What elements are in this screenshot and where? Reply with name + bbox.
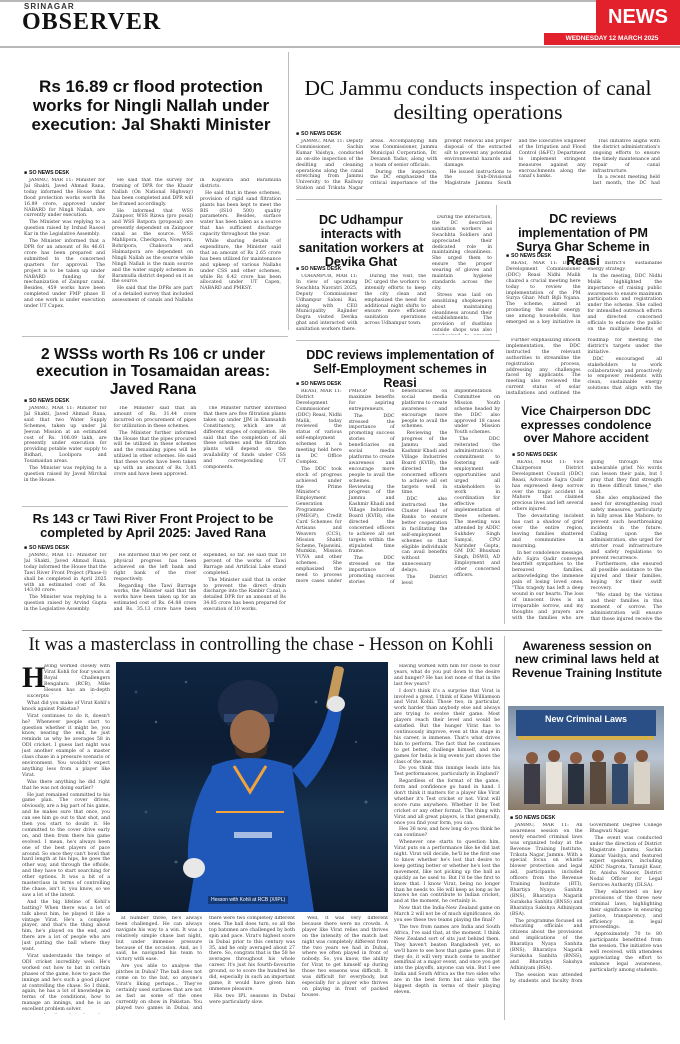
udhampur-body-a: UDHAMPUR, MAR 11: In view of upcoming Swachhta Navratri 2025, Deputy Commissioner Udhampur Saloni Rai, along with CEO Municipality Rajinder Dogra visited Devika ghat and interacted with sanitation workers there. During the visit, the DC urged the workers to intensify efforts to keep the city clean and emphasized the need for additional night shifts to ensure more efficient sanitation operations across Udhampur town. (296, 274, 426, 333)
tawi-body: JAMMU, MAR 11: Minister for Jal Shakti, Javed Ahmad Rana, today informed the House that the Tawi River Front Project (Phase-I) shall be completed in April 2025 with an estimated cost of Rs. 143.00 crore. The Minister was replying to a question raised by Arvind Gupta in the Legislative Assembly. He informed that 96 per cent of physical progress has been achieved on the left bank and right bank of the river respectively. Regarding the Tawi Barrage works, the Minister said that the works have been taken up for an estimated cost of Rs. 64.88 crore and Rs. 35.13 crore have been expended, so far. He said that 18 percent of the works of Tawi Barrage and Artificial Lake stand completed. The Minister said that in order to prevent the direct drain discharge into the Ranbir Canal, a detailed DPR for an amount of Rs 34.85 crore has been prepared for execution of 10 works. (24, 553, 286, 613)
kohli-col1: Excerpts: What did you make of Virat Kohli's knock against Pakistan? Virat continues to do it, doesn't he? Whenever people start to question whether it might be, you know, nearing the end, he just reminds us why he averages 58 in ODI cricket. I guess last night was just another example of a master class chase in a pressure scenario or environment. You wouldn't expect anything less from a player like Virat. Was there anything he did right that he was not doing earlier? He just remained committed to his game plan. The cover drives, obviously, are a big part of his game, and he makes sure that once, you can see him go out to that shot, and then you start to doubt it. He committed to the cover drive early on, and then from there his game evolved. I mean, he's always been one of the best players of pace around. So once they can't bowl that hard length at his hips, he goes the other way, and through the offside, and they have to start searching for other options. It was a bit of a masterclass in terms of controlling the chase, isn't it, you know, so we saw a lot of the intent. And the big lifeline of Kohli's batting? When there was a lot of talk about him, he played it like a vintage Virat. He's a complete player, and that's the thing about him, he's played on the end, and there are a lot of people who are just putting the ball where they want. Virat understands the tempo of ODI cricket incredibly well. He's worked out how to bat in certain phases of the game, how to pace the innings and he's such a good player at controlling the chase. So I think, again, he has a lot of knowledge in terms of the conditions, how to manage an innings, and he is an excellent problem solver. (22, 694, 110, 1013)
surya-byline: ■ SO NEWS DESK (506, 253, 551, 259)
kohli-col-right: Having worked with him for close to four years, what do you put down to the desire and hunger? He has lost none of that in the last few years? I don't think it's a surprise that Virat is involved a great. I think of Kane Williamson and Virat Kohli. Those two, in particular, work harder than anybody else and always are trying to evolve their game. Most players reach their level and would be satisfied. But the hunger Virat has to continuously improve, even at this stage in his career, is immense. That's what drives him to perform. The fact that he continues to get better, challenge himself, and win games for India is big events just shows the class of the man. Do you think this innings leads into his Test performances, particularly in England? Regardless of the format of the game, form and confidence go hand in hand. I don't think it matters for a player like Virat whether it's Test cricket or not. Virat will score runs anywhere. Whether it be Test cricket or any other format. The thing with Virat and all great players, is that generally, once you find your form, you can. Hes 36 now, and how long do you think he can continue? Whenever one starts to question him, Virat puts on a performance like he did last night. Virat will decide, he'll be the first one to know whether he's lost that desire to keep getting better or whether he's lost the movement, like not picking up the ball as quickly as he used to. But I'd be the first to know that. I know Virat, being no longer than he needs to. He will keep as long as he knows he can contribute to Indian cricket, and at the moment, he certainly is. Now that the India-New Zealand game on March 2 will not be of much significance, do you see these two teams playing the final? The two from names are India and South Africa, I've said that, at the moment. I think New Zealand sort of sits just behind them. They haven't beaten Bangladesh yet, so we'll have to see how that game goes. But if they do, it will very much come to another semifinal at a major event, and once you get into the playoffs, anyone can win. But I see India and South Africa as the two sides who are in the best form but also with the biggest depth in terms of their playing eleven. (394, 664, 500, 995)
wss-body: JAMMU, MAR 11: Minister for Jal Shakti, Javed Ahmad Rana, said that two Water Supply Schemes, taken up under Jal Jeevan Mission at an estimated cost of Rs. 106.09 lakh, are presently under execution for providing potable water supply to Bidhari, Loolipora and Tosamaidan areas. The Minister was replying to a question raised by Javed Mirchal in the House. The Minister said that an amount of Rs. 31.44 crore incurred on procurement of pipes for utilization in these schemes. The Minister further informed the House that the pipes procured will be utilized in these schemes and the remaining pipes will be utilized in other schemes. He said that these works have been taken up with an amount of Rs. 3.85 crore and have been approved. The Minister further informed that there are five filtration plants taken up under JJM in Khansahib Constituency, which are at different stages of completion. He said that the completion of all these schemes and the filtration plants will depend on the availability of funds under CSS and corresponding UT components. (24, 406, 286, 483)
wss-headline: 2 WSSs worth Rs 106 cr under execution in Tosamaidan areas: Javed Rana (35, 346, 270, 398)
awareness-byline: ■ SO NEWS DESK (510, 815, 555, 821)
kohli-photo (116, 662, 388, 912)
selfemp-headline: DDC reviews implementation of Self-Employment schemes in Reasi (306, 348, 494, 390)
selfemp-byline: ■ SO NEWS DESK (296, 381, 341, 387)
kohli-headline: It was a masterclass in controlling the chase - Hesson on Kohli (28, 635, 494, 655)
udhampur-body-b: During the interaction, the DC described sanitation workers as Swachhta Soldiers and appreciated their dedicated role in maintaining cleanliness. She urged them to ensure the proper wearing of gloves and maintain hygiene standards across the city. Stress was laid on sensitizing shopkeepers about maintaining cleanliness around their establishments. The provision of dustbins outside shops was also (432, 215, 492, 334)
selfemp-body: REASI, MAR 11: District Development Commissioner (DDC) Reasi, Nidhi Malik, today reviewed the status of various self-employment schemes in a meeting held here in DC Office Complex. The DDC took stock of progress achieved under the Prime Minister's Employment Generation Programme (PMEGP), Credit Card Schemes for Artisans and Weavers (CCS), Mission Shakti Scheme, Tejaswini, Mumkin, Mission YUVA and other schemes. She emphasized the need to process more cases under PMEGP to maximize benefits for aspiring entrepreneurs. The DDC stressed the importance of promoting success stories of beneficiaries on social media platforms to create awareness and encourage more people to avail the schemes. Reviewing the progress of the Jammu and Kashmir Khadi and Village Industries Board (KVIB), she directed the concerned officers to achieve all set targets within the stipulated time frame. The DDC stressed on the importance of promoting success stories of beneficiaries on social media platforms to create awareness and encourage more people to avail the schemes. Reviewing the progress of the Jammu and Kashmir Khadi and Village Industries Board (KVIB), the directed the concerned officers to achieve all set targets well in time. DDC also instructed the Cluster Head of Banks to ensure better cooperation in facilitating the self-employment schemes so that eligible individuals can avail benefits without unnecessary delays. The District level implementation Committee on Mission Youth scheme headed by the DDC also approved 18 cases under Mission Youth schemes. The DDC reiterated the administration's commitment to fostering self-employment opportunities and urged all stakeholders to work in coordination for effective implementation of these schemes. The meeting was attended by ADDC Sukhdev Singh Samyal, CPO Narinder Gupta, GM DIC Bhushan Singh, DSWO, AD Employment and other concerned officers. (296, 389, 500, 586)
desilting-byline: ■ SO NEWS DESK (296, 131, 341, 137)
udhampur-byline: ■ SO NEWS DESK (296, 266, 341, 272)
flood-body: JAMMU, MAR 11: Minister for Jal Shakti, Javed Ahmad Rana, today informed the House that flood protection works worth Rs 16.89 crore, approved under NABARD for Ningli Nallah, are currently under execution. The Minister was replying to a question raised by Irshad Rasool Kar in the Legislative Assembly. The Minister informed that a DPR for an amount of Rs 46.61 crore has been prepared and submitted to the concerned quarters for approval. The project is to be taken up under NABARD funding for mechanization of Zainpur canal. Besides, 459 works have been completed under FMP phase II and one work is under execution under UT Capex. He said that the survey for framing of DPR for the Khazir Nallah (On National Highway) has been completed and DPR will be framed accordingly. He informed that WSS Zainpoor, WSS Rizwa (pro posal) and WSS Batpora (proposal) are presently dependent on Zainpoor canal as the source. WSS Mahlipora, Checkpora, Nowpora, Bohripora, Chakoora and Halmatpora are dependent on Ningli Nallah as the source while Ningli Nallah is the main source and the water supply schemes in Baramulla district depend on it as the source. He said that the DPRs are part of a detailed survey that included assessment of canals and Nallahs in Kupwara and Baramulla districts. He said that in these schemes, provision of rigid sand filtration plants has been kept to meet the BIS (IS10 500) quality parameters. Besides, surface water has been taken as a source that has sufficient discharge capacity throughout the year. While sharing details of expenditure, the Minister said that an amount of Rs 2.65 crore has been utilized for maintenance and upkeep of various Nallahs under CSS and other schemes, while Rs 6.42 crore has been allocated under UT Capex, NABARD and PMKSY. (24, 178, 281, 310)
kohli-photo-caption: Hesson with Kohli at RCB (X/IPL) (208, 896, 288, 904)
flood-headline: Rs 16.89 cr flood protection works for Ningli Nallah under execution: Jal Shakti Minister (31, 77, 271, 135)
vice-byline: ■ SO NEWS DESK (512, 452, 557, 458)
surya-headline: DC reviews implementation of PM Surya Ghar Scheme in Reasi (516, 212, 650, 268)
section-badge: NEWS (596, 0, 680, 33)
awareness-headline: Awareness session on new criminal laws held at Revenue Training Institute (511, 639, 663, 680)
awareness-photo-banner: New Criminal Laws (544, 714, 628, 724)
surya-body: REASI, MAR 11: District Development Commissioner (DDC) Reasi Nidhi Malik chaired a crucial meeting here today to review the implementation of the PM Surya Ghar: Muft Bijli Yojana. The scheme, aimed at promoting the solar energy use among households, has emerged as a key initiative in the district's sustainable energy strategy. In the meeting, DDC Nidhi Malik highlighted the importance of raising public awareness to ensure maximum participation and registration under the scheme. She called for intensified outreach efforts and directed concerned officials to educate the public on the multiple benefits of (506, 261, 662, 332)
flood-byline: ■ SO NEWS DESK (24, 170, 69, 176)
awareness-photo (508, 706, 664, 810)
kohli-dropcap: H (22, 661, 46, 694)
awareness-body: JAMMU, MAR 11: An awareness session on the newly enacted criminal laws was organized today at the Revenue Training Institute, Trikuta Nagar, Jammu. With a special focus on whistle blower protection and legal aid, participants included officers from the Revenue Training Institute (RTI), Bhartiya Nyaya Sanhita (BNS), Bharatiya Nagarik Suraksha Sanhita (BNSS) and Bharatiya Sakshya Adhiniyam (BSA). The programme focused on educating officials and citizens about the provisions and implications of the Bharatiya Nyaya Sanhita (BNS), Bharatiya Nagarik Suraksha Sanhita (BNSS), and Bharatiya Sakshya Adhiniyam (BSA). The session was attended by students and faculty from Government Degree College Bhagwati Nagar. The event was conducted under the direction of District Magistrate Jammu, Sachin Kumar Vaishya, and featured expert speakers, including ADDC Nagrota, Taranjit Kaur, Dr. Anisha Nanoor, District Nodal Officer for Legal Services Authority (DLSA). They elaborated on key provisions of the three new criminal laws, highlighting their significance in ensuring justice, transparency, and efficiency in legal proceedings. Approximately 70 to 80 participants benefitted from the session. The initiative was well received, with attendees appreciating the effort to enhance legal awareness, particularly among students. (510, 823, 662, 984)
surya-body-cont: Further emphasizing smooth implementation, the DDC instructed the relevant authorities to streamline the registration process, addressing any challenges faced by applicants. The meeting also reviewed the current status of solar installations and outlined the roadmap for meeting the district's targets under the initiative. DDC encouraged all stakeholders to work collaboratively and proactively to empower residents with clean, sustainable energy solutions that align with the (506, 338, 662, 397)
tawi-byline: ■ SO NEWS DESK (24, 545, 69, 551)
udhampur-headline: DC Udhampur interacts with sanitation workers at Devika Ghat (298, 213, 424, 269)
desilting-headline: DC Jammu conducts inspection of canal desilting operations (304, 76, 652, 124)
desilting-body: JAMMU, MAR 11: Deputy Commissioner, Sachin Kumar Vaishya, conducted an on-site inspection of the desilting and cleaning operations along the canal stretching from Jammu University to the Railway Station and Trikuta Nagar areas. Accompanying him was Commissioner, Jammu Municipal Corporation, Dr. Devansh Yadav, along with a team of senior officials. During the inspection, the DC emphasized the critical importance of the prompt removal and proper disposal of the extracted silt to prevent any potential environmental hazards and damage. He issued instructions to the Sub-Divisional Magistrate Jammu South and the Executive Engineer of the Irrigation and Flood Control (I&FC) Department to implement stringent measures against any encroachments along the canal's banks. This initiative aligns with the district administration's ongoing efforts to ensure the timely maintenance and repair of canal infrastructure. In a recent meeting held last month, the DC had (296, 139, 660, 192)
vice-headline: Vice Chairperson DDC expresses condolence over Mahore accident (520, 404, 652, 446)
issue-date: WEDNESDAY 12 MARCH 2025 (544, 33, 680, 45)
masthead-city: SRINAGAR (24, 2, 75, 11)
kohli-lead: aving worked closely with Virat Kohli for four years at Royal Challengers Bengaluru (RCB), Mike Hesson has an in-depth (44, 664, 110, 693)
kohli-col-under-photo: at number three, he's always been challenged. He can always navigate his way to a win. It was a relatively simple chase last night, but under immense pressure because of the occasion. And, as I said, he navigated his team to victory with ease. Are you able to analyse the pitches in Dubai? The ball does not come on to the bat, so anyone's Virat's liking perhaps... They've certainly used surfaces that are not as fast as some of the ones currently on show in Pakistan. You played two games in Dubai, and there were two completely different ones. The ball does turn, so all the top batsmen are challenged by both spin and pace. Virat's highest score in Dubai prior to this century was 35, and he only averaged about 27 there. So, congrats that is the 58 he averages throughout his whole career. It's just his fourth-favourite ground, so to score the hundred he did, especially in such an important game, it would have given him immense pleasure. His two IPL seasons in Dubai were particularly slow. Well, it was very different because there were no crowds. A player like Virat relies and thrives on the intensity of the match last night was completely different from the two years we had in Dubai, where we often played in front of nobody. So, you know, the ability for Virat to get himself up during those two seasons was difficult. It was difficult for everybody, but especially for a player who thrives on playing in front of packed houses. (116, 916, 388, 1011)
masthead-title: OBSERVER (22, 9, 162, 35)
tawi-headline: Rs 143 cr Tawi River Front Project to be completed by April 2025: Javed Rana (32, 511, 274, 541)
vice-body: REASI, MAR 11: Vice Chairperson District Development Council (DDC) Reasi, Advocate Sajra Qadir has expressed deep sorrow over the tragic accident in Mahore that claimed precious lives and left several others injured. The devastating incident has cast a shadow of grief over the entire region, leaving families shattered and communities in mourning. In her condolence message, Adv. Sajra Qadir conveyed heartfelt sympathies to the bereaved families, acknowledging the immense pain of losing loved ones. "This tragedy has left a deep wound in our hearts. The loss of innocent lives is an irreparable sorrow, and my thoughts and prayers are with the families who are going through this unbearable grief. No words can lessen their pain, but I pray that they find strength in these difficult times," she said. She also emphasized the need for strengthening road safety measures, particularly in hilly areas like Mahore, to prevent such heartbreaking incidents in the future. Calling upon the administration, she urged for stricter road infrastructure and safety regulations to prevent recurrence. Furthermore, she ensured all possible assistance to the injured and their families, hoping for their swift recovery. "We stand by the victims and their families in this moment of sorrow. The administration will ensure that those injured receive the (512, 460, 662, 622)
wss-byline: ■ SO NEWS DESK (24, 398, 69, 404)
